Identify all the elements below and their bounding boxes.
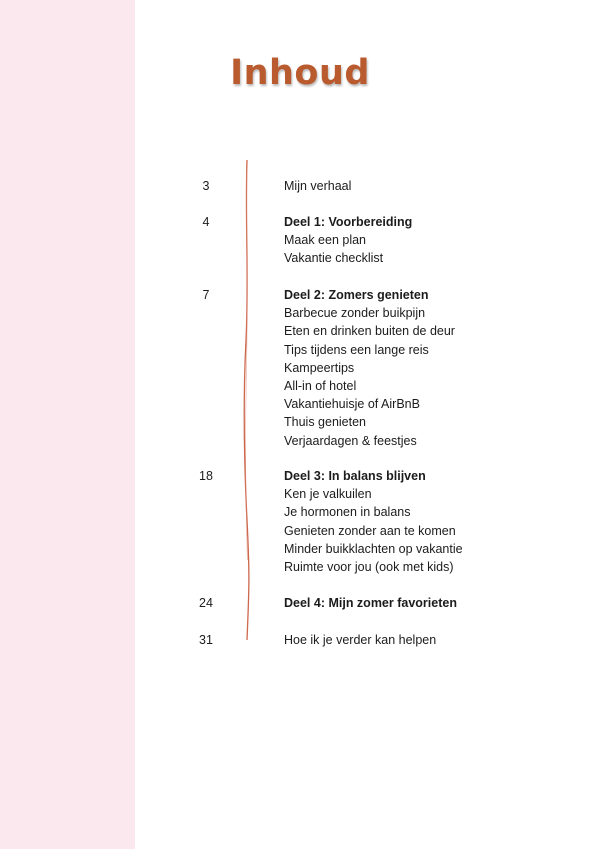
vertical-divider-line bbox=[238, 160, 254, 640]
toc-page-number: 24 bbox=[199, 596, 213, 610]
toc-subitem: Vakantiehuisje of AirBnB bbox=[284, 397, 420, 412]
left-pink-margin bbox=[0, 0, 135, 849]
toc-page-number: 18 bbox=[199, 469, 213, 483]
toc-page-number: 31 bbox=[199, 633, 213, 647]
toc-section-heading: Deel 2: Zomers genieten bbox=[284, 288, 429, 302]
toc-chapter-title: Hoe ik je verder kan helpen bbox=[284, 633, 437, 647]
toc-subitem: Maak een plan bbox=[284, 233, 367, 248]
page-title: Inhoud bbox=[230, 53, 370, 93]
toc-section-heading: Deel 4: Mijn zomer favorieten bbox=[284, 596, 457, 610]
toc-subitem: Barbecue zonder buikpijn bbox=[284, 306, 426, 321]
toc-subitem: Vakantie checklist bbox=[284, 251, 384, 266]
toc-subitem: Genieten zonder aan te komen bbox=[284, 523, 456, 538]
toc-section-heading: Deel 3: In balans blijven bbox=[284, 469, 426, 483]
toc-subitem: Thuis genieten bbox=[284, 415, 367, 430]
toc-subitem: Ruimte voor jou (ook met kids) bbox=[284, 560, 454, 575]
toc-subitem: Tips tijdens een lange reis bbox=[284, 342, 429, 357]
toc-section-heading: Deel 1: Voorbereiding bbox=[284, 215, 413, 229]
toc-subitem: Verjaardagen & feestjes bbox=[284, 433, 417, 448]
toc-subitem: Eten en drinken buiten de deur bbox=[284, 324, 455, 339]
toc-page-number: 3 bbox=[202, 179, 210, 193]
toc-subitem: Minder buikklachten op vakantie bbox=[284, 541, 463, 556]
toc-page-number: 4 bbox=[202, 215, 210, 229]
toc-page-number: 7 bbox=[202, 288, 210, 302]
toc-chapter-title: Mijn verhaal bbox=[284, 179, 352, 193]
toc-subitem: Ken je valkuilen bbox=[284, 487, 372, 502]
toc-subitem: All-in of hotel bbox=[284, 379, 357, 394]
toc-subitem: Kampeertips bbox=[284, 360, 355, 375]
toc-subitem: Je hormonen in balans bbox=[284, 505, 411, 520]
